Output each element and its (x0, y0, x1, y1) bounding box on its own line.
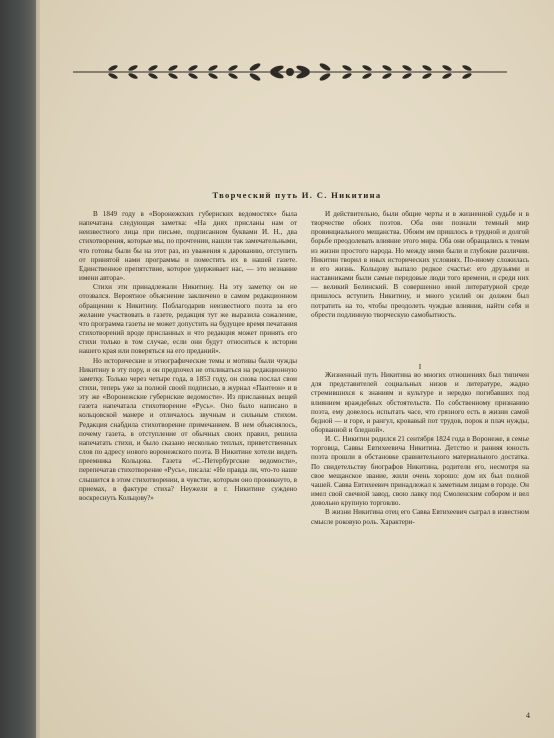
laurel-ornament (73, 60, 507, 84)
paragraph: В 1849 году в «Воронежских губернских ведомостях» была напечатана следующая заметка: «На днях присланы нам от неизвестного лица при письме, подписанном буквами И. Н., два стихотворения, которые мы, по прочтении, нашли так замечательными, что готовы были бы на этот раз, из уважения к дарованию, отступить от принятой нами программы и поместить их в нашей газете. Единственное препятствие, которое удерживает нас, — это незнание имени автора». (79, 210, 297, 283)
left-column (79, 210, 297, 503)
right-column (311, 210, 529, 527)
spacer (311, 320, 529, 362)
page-number: 4 (526, 711, 530, 720)
paragraph: Стихи эти принадлежали Никитину. На эту заметку он не отозвался. Вероятное объяснение заключено в самом редакционном обращении к Никитину. Поблагодарив неизвестного поэта за его желание участвовать в газете, редакция тут же выразила сожаление, что программа газеты не может допустить на будущее время печатания стихотворений вроде присланных и что редакция может принять его стихи только в том случае, если они будут относиться к истории нашего края или поверяться на его преданий». (79, 283, 297, 356)
paragraph: Но исторические и этнографические темы и мотивы были чужды Никитину в эту пору, и он предпочел не откликаться на редакционную заметку. Только через четыре года, в 1853 году, он снова послал свои стихи, теперь уже за полной своей подписью, в журнал «Пантеон» и в эту же «Воронежские губернские ведомости». Из присланных вещей газета напечатала стихотворение «Русь». Оно было написано в кольцовской манере и отличалось звучным и сильным стихом. Редакция снабдила стихотворение примечанием. В нем объяснялось, почему газета, в отступление от обычных своих правил, решила напечатать стихи, и было сказано несколько теплых, приветственных слов по адресу нового воронежского поэта. В Никитине хотели видеть преемника Кольцова. Газета «С.-Петербургские ведомости», перепечатав стихотворение «Русь», писала: «Не правда ли, что-то наше слышится в этом стихотворении, в чувстве, которым оно проникнуто, в приемах, в фактуре стиха? Неужели в г. Никитине суждено воскреснуть Кольцову?» (79, 356, 297, 502)
paragraph: И действительно, были общие черты и в жизненной судьбе и в творчестве обоих поэтов. Оба они познали темный мир провинциального мещанства. Обоим им пришлось в трудной и долгой борьбе преодолевать влияние этого мира. Оба они обращались к темам из жизни простого народа. Но между ними были и глубокие различия. Никитин творил в иных исторических условиях. По-иному сложилась и его жизнь. Кольцову выпало редкое счастье: его друзьями и наставниками были самые передовые люди того времени, и среди них — великий Белинский. В совершенно иной литературной среде пришлось вступить Никитину, и много усилий он должен был потратить на то, чтобы преодолеть чуждые влияния, найти себя и обрести подлинную творческую самобытность. (311, 210, 529, 319)
book-page (40, 0, 554, 738)
paragraph: Жизненный путь Никитина во многих отношениях был типичен для представителей социальных низов и литературе, жадно стремившихся к знаниям и культуре и нередко погибавших под влиянием враждебных обстоятельств. По собственному признанию поэта, ему довелось испытать часе, что грязного есть в жизни самой бедной — и горе, и рангул, кровавый пот трудов, порок и плач нужды, оборванной и бледной». (311, 371, 529, 434)
paragraph: В жизни Никитина отец его Савва Евтихеевич сыграл в известном смысле роковую роль. Характери- (311, 508, 529, 526)
paragraph: И. С. Никитин родился 21 сентября 1824 года в Воронеже, в семье торговца, Саввы Евтихеевича Никитина. Детство и ранняя юность поэта прошли в обстановке сравнительного материального достатка. По свидетельству биографов Никитина, родители его, несмотря на свое мещанское звание, жили очень хорошо: дом их был полной чашей. Савва Евтихеевич принадлежал к заметным лицам в городе. Он имел свой свечной завод, свою лавку под Смоленским собором и вел довольно крупную торговлю. (311, 435, 529, 508)
section-number: I (418, 361, 422, 371)
book-binding (0, 0, 40, 738)
article-title: Творческий путь И. С. Никитина (212, 190, 382, 200)
